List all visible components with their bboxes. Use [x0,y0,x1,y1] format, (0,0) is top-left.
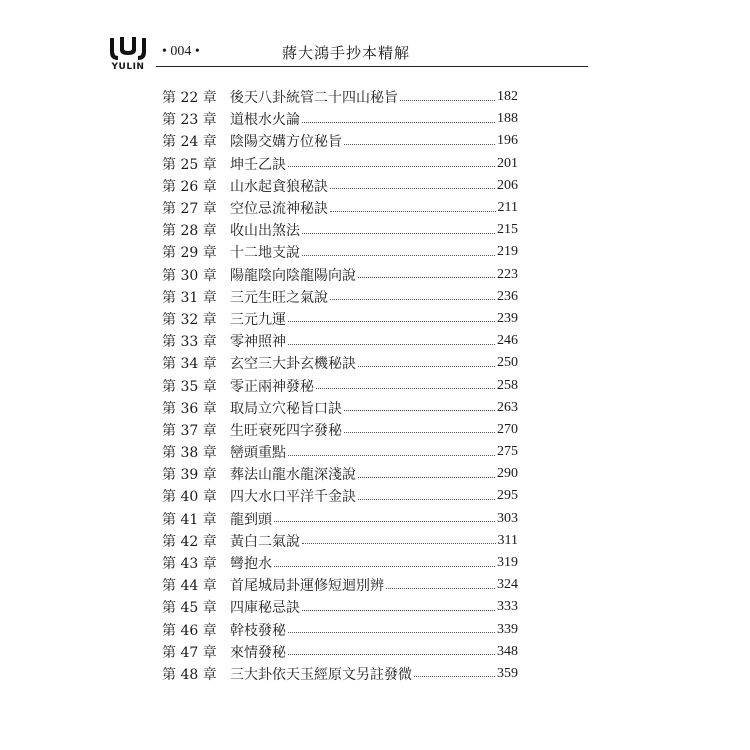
chapter-title: 收山出煞法 [230,223,300,240]
toc-entry [162,241,518,263]
dot-leader [344,432,495,433]
dot-leader [302,255,495,256]
toc-entry [162,374,518,396]
chapter-page: 303 [497,510,518,526]
chapter-number: 第 27 章 [162,201,217,218]
chapter-number: 第 30 章 [162,267,217,284]
chapter-title: 彎抱水 [230,556,272,573]
chapter-title: 取局立穴秘旨口訣 [230,400,342,417]
chapter-title: 坤壬乙訣 [230,156,286,173]
toc-entry [162,397,518,419]
publisher-logo-icon [104,36,152,62]
chapter-title: 龍到頭 [230,511,272,528]
table-of-contents [162,86,518,685]
dot-leader [386,588,495,589]
dot-leader [414,676,495,677]
chapter-title: 四大水口平洋千金訣 [230,489,356,506]
dot-leader [274,521,495,522]
chapter-title: 來情發秘 [230,644,286,661]
chapter-page: 311 [497,532,518,548]
chapter-number: 第 40 章 [162,489,217,506]
chapter-page: 348 [497,643,518,659]
chapter-number: 第 32 章 [162,311,217,328]
chapter-title: 首尾城局卦運修短迴別辨 [230,578,384,595]
dot-leader [302,122,495,123]
toc-entry [162,219,518,241]
chapter-number: 第 35 章 [162,378,217,395]
chapter-number: 第 48 章 [162,666,217,683]
dot-leader [330,211,496,212]
chapter-title: 後天八卦統管二十四山秘旨 [230,90,398,107]
dot-leader [288,632,495,633]
chapter-title: 三大卦依天玉經原文另註發微 [230,666,412,683]
dot-leader [302,233,495,234]
dot-leader [302,610,495,611]
toc-entry [162,441,518,463]
chapter-page: 324 [497,577,518,593]
toc-entry [162,330,518,352]
chapter-page: 206 [497,177,518,193]
chapter-page: 215 [497,222,518,238]
chapter-title: 陰陽交媾方位秘旨 [230,134,342,151]
chapter-page: 290 [497,466,518,482]
chapter-number: 第 28 章 [162,223,217,240]
toc-entry [162,419,518,441]
dot-leader [288,455,495,456]
chapter-title: 山水起貪狼秘訣 [230,178,328,195]
dot-leader [344,410,495,411]
dot-leader [358,366,495,367]
toc-entry [162,508,518,530]
toc-entry [162,308,518,330]
dot-leader [358,499,495,500]
chapter-title: 陽龍陰向陰龍陽向說 [230,267,356,284]
toc-entry [162,264,518,286]
chapter-page: 196 [497,133,518,149]
toc-entry [162,463,518,485]
chapter-page: 295 [497,488,518,504]
toc-entry [162,663,518,685]
chapter-page: 339 [497,621,518,637]
chapter-number: 第 23 章 [162,112,217,129]
chapter-page: 333 [497,599,518,615]
chapter-page: 188 [497,111,518,127]
toc-entry [162,153,518,175]
chapter-title: 生旺衰死四字發秘 [230,422,342,439]
toc-entry [162,596,518,618]
chapter-title: 幹枝發秘 [230,622,286,639]
chapter-number: 第 42 章 [162,533,217,550]
toc-entry [162,574,518,596]
toc-entry [162,552,518,574]
chapter-page: 219 [497,244,518,260]
dot-leader [302,543,496,544]
chapter-title: 四庫秘忌訣 [230,600,300,617]
logo-text: YULIN [111,62,145,72]
chapter-number: 第 47 章 [162,644,217,661]
dot-leader [358,277,495,278]
chapter-page: 211 [497,200,518,216]
chapter-number: 第 31 章 [162,289,217,306]
chapter-title: 道根水火論 [230,112,300,129]
chapter-title: 三元九運 [230,311,286,328]
chapter-page: 270 [497,421,518,437]
dot-leader [330,188,495,189]
chapter-title: 巒頭重點 [230,445,286,462]
chapter-page: 246 [497,333,518,349]
dot-leader [358,477,495,478]
dot-leader [288,321,495,322]
chapter-number: 第 43 章 [162,556,217,573]
chapter-number: 第 44 章 [162,578,217,595]
chapter-number: 第 26 章 [162,178,217,195]
chapter-title: 零正兩神發秘 [230,378,314,395]
chapter-number: 第 41 章 [162,511,217,528]
chapter-number: 第 46 章 [162,622,217,639]
page-number: • 004 • [162,44,200,59]
book-title: 蔣大鴻手抄本精解 [282,44,411,62]
chapter-number: 第 37 章 [162,422,217,439]
chapter-number: 第 22 章 [162,90,217,107]
chapter-number: 第 36 章 [162,400,217,417]
dot-leader [274,566,495,567]
chapter-number: 第 29 章 [162,245,217,262]
chapter-number: 第 34 章 [162,356,217,373]
toc-entry [162,86,518,108]
header-rule [156,66,588,67]
chapter-number: 第 38 章 [162,445,217,462]
chapter-title: 黃白二氣說 [230,533,300,550]
chapter-title: 空位忌流神秘訣 [230,201,328,218]
toc-entry [162,619,518,641]
chapter-number: 第 24 章 [162,134,217,151]
toc-entry [162,286,518,308]
chapter-page: 201 [497,155,518,171]
dot-leader [288,344,495,345]
chapter-title: 玄空三大卦玄機秘訣 [230,356,356,373]
toc-entry [162,108,518,130]
dot-leader [344,144,495,145]
publisher-logo [104,36,152,76]
toc-entry [162,130,518,152]
toc-entry [162,530,518,552]
toc-entry [162,485,518,507]
chapter-number: 第 25 章 [162,156,217,173]
chapter-page: 223 [497,266,518,282]
chapter-page: 275 [497,444,518,460]
chapter-title: 零神照神 [230,334,286,351]
dot-leader [330,299,495,300]
chapter-page: 182 [497,89,518,105]
dot-leader [288,166,495,167]
toc-entry [162,175,518,197]
dot-leader [400,100,495,101]
chapter-number: 第 45 章 [162,600,217,617]
chapter-page: 250 [497,355,518,371]
chapter-number: 第 39 章 [162,467,217,484]
page-header [0,0,750,80]
chapter-page: 236 [497,288,518,304]
chapter-title: 葬法山龍水龍深淺說 [230,467,356,484]
chapter-page: 359 [497,665,518,681]
dot-leader [288,654,495,655]
toc-entry [162,641,518,663]
toc-entry [162,352,518,374]
chapter-page: 319 [497,555,518,571]
chapter-title: 十二地支說 [230,245,300,262]
chapter-title: 三元生旺之氣說 [230,289,328,306]
toc-entry [162,197,518,219]
chapter-page: 258 [497,377,518,393]
chapter-number: 第 33 章 [162,334,217,351]
chapter-page: 239 [497,310,518,326]
chapter-page: 263 [497,399,518,415]
dot-leader [316,388,495,389]
